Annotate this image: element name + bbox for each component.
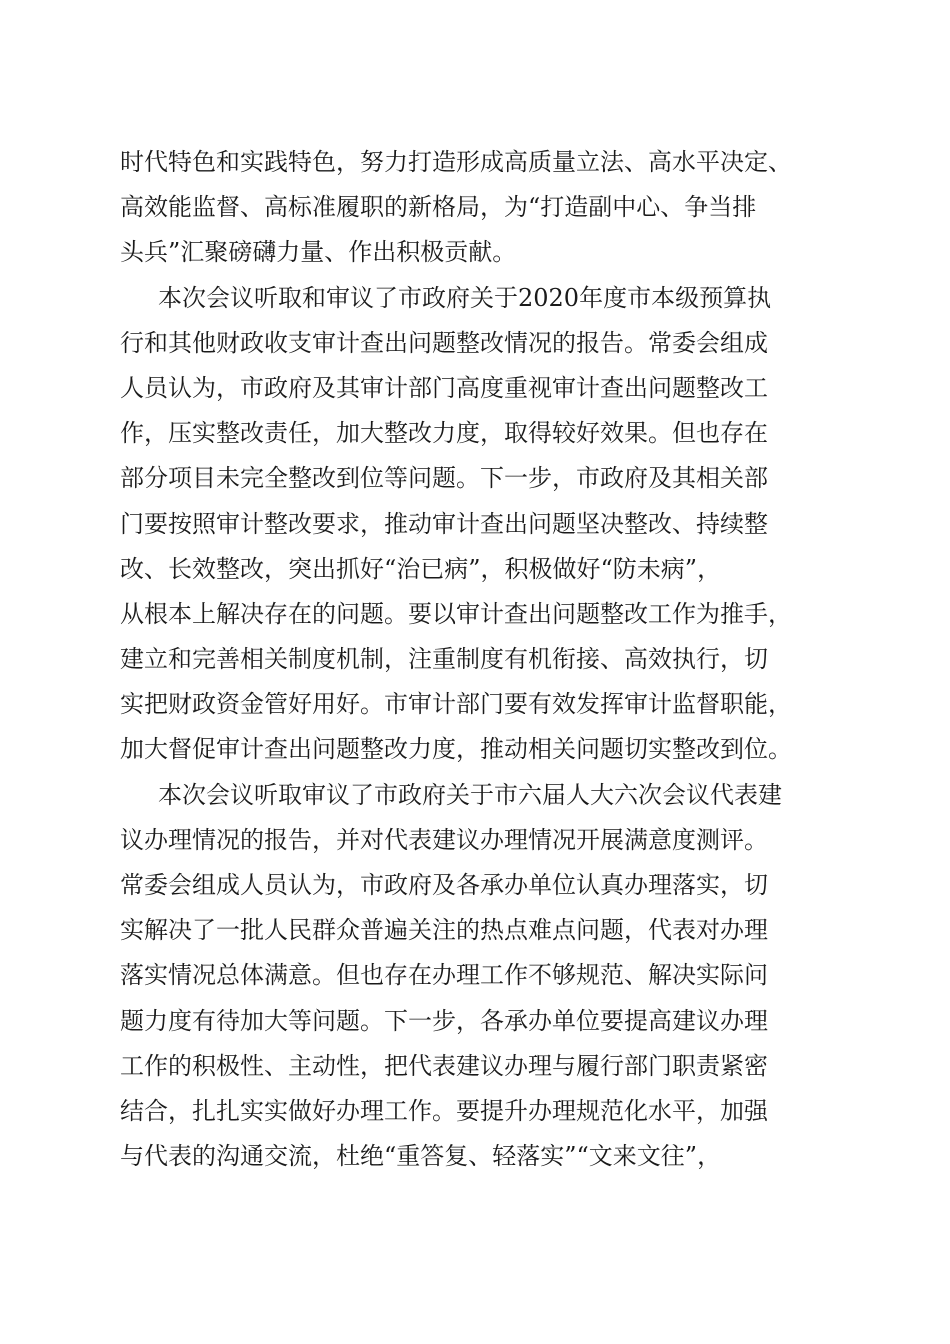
paragraph-3-line: 本次会议听取审议了市政府关于市六届人大六次会议代表建 <box>158 780 782 809</box>
paragraph-2-line: 改、长效整改，突出抓好“治已病”，积极做好“防未病”， <box>120 554 722 583</box>
document-body <box>120 140 840 1179</box>
paragraph-2-line: 门要按照审计整改要求，推动审计查出问题坚决整改、持续整 <box>120 509 768 538</box>
paragraph-2-line: 部分项目未完全整改到位等问题。下一步，市政府及其相关部 <box>120 464 768 493</box>
paragraph-3-line: 落实情况总体满意。但也存在办理工作不够规范、解决实际问 <box>120 961 768 990</box>
paragraph-2-line: 行和其他财政收支审计查出问题整改情况的报告。常委会组成 <box>120 328 768 357</box>
paragraph-2-line: 实把财政资金管好用好。市审计部门要有效发挥审计监督职能， <box>120 690 792 719</box>
paragraph-2-line: 从根本上解决存在的问题。要以审计查出问题整改工作为推手， <box>120 599 792 628</box>
paragraph-2-line: 本次会议听取和审议了市政府关于2020年度市本级预算执 <box>158 283 772 312</box>
paragraph-3-line: 工作的积极性、主动性，把代表建议办理与履行部门职责紧密 <box>120 1051 768 1080</box>
paragraph-3-line: 与代表的沟通交流，杜绝“重答复、轻落实”“文来文往”， <box>120 1142 722 1171</box>
paragraph-1-line: 时代特色和实践特色，努力打造形成高质量立法、高水平决定、 <box>120 148 792 176</box>
paragraph-2-line: 建立和完善相关制度机制，注重制度有机衔接、高效执行，切 <box>120 645 768 674</box>
paragraph-1-line: 高效能监督、高标准履职的新格局，为“打造副中心、争当排 <box>120 193 757 222</box>
paragraph-2-line: 作，压实整改责任，加大整改力度，取得较好效果。但也存在 <box>120 419 768 448</box>
paragraph-3-line: 实解决了一批人民群众普遍关注的热点难点问题，代表对办理 <box>120 916 768 945</box>
paragraph-2-line: 人员认为，市政府及其审计部门高度重视审计查出问题整改工 <box>120 373 768 402</box>
paragraph-3-line: 题力度有待加大等问题。下一步，各承办单位要提高建议办理 <box>120 1006 768 1035</box>
paragraph-3-line: 议办理情况的报告，并对代表建议办理情况开展满意度测评。 <box>120 825 768 854</box>
paragraph-3-line: 常委会组成人员认为，市政府及各承办单位认真办理落实，切 <box>120 871 768 899</box>
paragraph-2-line: 加大督促审计查出问题整改力度，推动相关问题切实整改到位。 <box>120 735 792 764</box>
paragraph-1-line: 头兵”汇聚磅礴力量、作出积极贡献。 <box>120 238 517 267</box>
paragraph-3-line: 结合，扎扎实实做好办理工作。要提升办理规范化水平，加强 <box>120 1096 768 1125</box>
